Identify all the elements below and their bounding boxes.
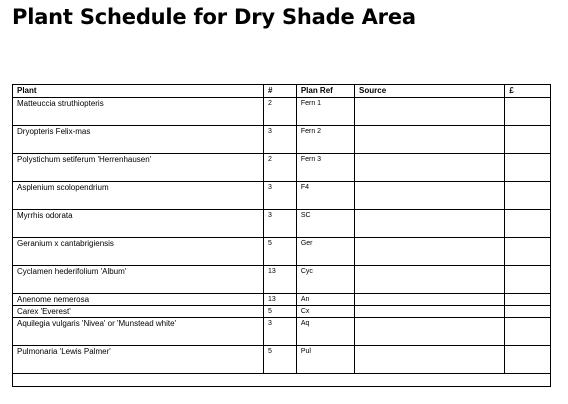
- price-cell: [505, 154, 551, 182]
- source-cell: [355, 182, 505, 210]
- plan-ref-cell: SC: [296, 210, 354, 238]
- document-title: Plant Schedule for Dry Shade Area: [12, 5, 416, 29]
- source-cell: [355, 306, 505, 318]
- price-cell: [505, 306, 551, 318]
- table-row: [13, 154, 551, 182]
- price-cell: [505, 266, 551, 294]
- plant-name-cell: Anenome nemerosa: [13, 294, 264, 306]
- plan-ref-cell: Pul: [296, 346, 354, 374]
- plan-ref-cell: Fern 1: [296, 98, 354, 126]
- plan-ref-cell: Fern 3: [296, 154, 354, 182]
- plant-name-cell: Myrrhis odorata: [13, 210, 264, 238]
- table-row: [13, 306, 551, 318]
- table-footer-row: [13, 374, 551, 387]
- quantity-cell: 3: [263, 210, 296, 238]
- table-row: [13, 266, 551, 294]
- plant-name-cell: Carex 'Everest': [13, 306, 264, 318]
- plant-name-cell: Dryopteris Felix-mas: [13, 126, 264, 154]
- price-cell: [505, 182, 551, 210]
- table-row: [13, 182, 551, 210]
- plant-name-cell: Polystichum setiferum 'Herrenhausen': [13, 154, 264, 182]
- plant-name-cell: Geranium x cantabrigiensis: [13, 238, 264, 266]
- price-cell: [505, 318, 551, 346]
- price-cell: [505, 98, 551, 126]
- price-cell: [505, 238, 551, 266]
- plant-name-cell: Aquilegia vulgaris 'Nivea' or 'Munstead white': [13, 318, 264, 346]
- quantity-cell: 3: [263, 126, 296, 154]
- quantity-cell: 5: [263, 306, 296, 318]
- price-cell: [505, 294, 551, 306]
- source-cell: [355, 98, 505, 126]
- plan-ref-cell: F4: [296, 182, 354, 210]
- plant-name-cell: Matteuccia struthiopteris: [13, 98, 264, 126]
- quantity-cell: 3: [263, 318, 296, 346]
- plant-name-cell: Pulmonaria 'Lewis Palmer': [13, 346, 264, 374]
- plan-ref-cell: Cyc: [296, 266, 354, 294]
- table-row: [13, 126, 551, 154]
- plant-schedule-table: [12, 84, 551, 387]
- column-header-quantity: #: [263, 85, 296, 98]
- price-cell: [505, 210, 551, 238]
- column-header-plan-ref: Plan Ref: [296, 85, 354, 98]
- table-row: [13, 318, 551, 346]
- plan-ref-cell: Fern 2: [296, 126, 354, 154]
- source-cell: [355, 294, 505, 306]
- price-cell: [505, 346, 551, 374]
- quantity-cell: 2: [263, 154, 296, 182]
- column-header-plant: Plant: [13, 85, 264, 98]
- plan-ref-cell: An: [296, 294, 354, 306]
- plant-name-cell: Cyclamen hederifolium 'Album': [13, 266, 264, 294]
- plan-ref-cell: Ger: [296, 238, 354, 266]
- footer-cell: [13, 374, 551, 387]
- source-cell: [355, 318, 505, 346]
- plan-ref-cell: Aq: [296, 318, 354, 346]
- source-cell: [355, 126, 505, 154]
- table-row: [13, 210, 551, 238]
- quantity-cell: 3: [263, 182, 296, 210]
- table-row: [13, 294, 551, 306]
- source-cell: [355, 346, 505, 374]
- quantity-cell: 13: [263, 294, 296, 306]
- plan-ref-cell: Cx: [296, 306, 354, 318]
- source-cell: [355, 210, 505, 238]
- table-header-row: [13, 85, 551, 98]
- price-cell: [505, 126, 551, 154]
- column-header-price: £: [505, 85, 551, 98]
- quantity-cell: 5: [263, 346, 296, 374]
- quantity-cell: 13: [263, 266, 296, 294]
- source-cell: [355, 154, 505, 182]
- quantity-cell: 2: [263, 98, 296, 126]
- quantity-cell: 5: [263, 238, 296, 266]
- table-row: [13, 98, 551, 126]
- table-row: [13, 346, 551, 374]
- source-cell: [355, 266, 505, 294]
- table-row: [13, 238, 551, 266]
- plant-name-cell: Asplenium scolopendrium: [13, 182, 264, 210]
- column-header-source: Source: [355, 85, 505, 98]
- source-cell: [355, 238, 505, 266]
